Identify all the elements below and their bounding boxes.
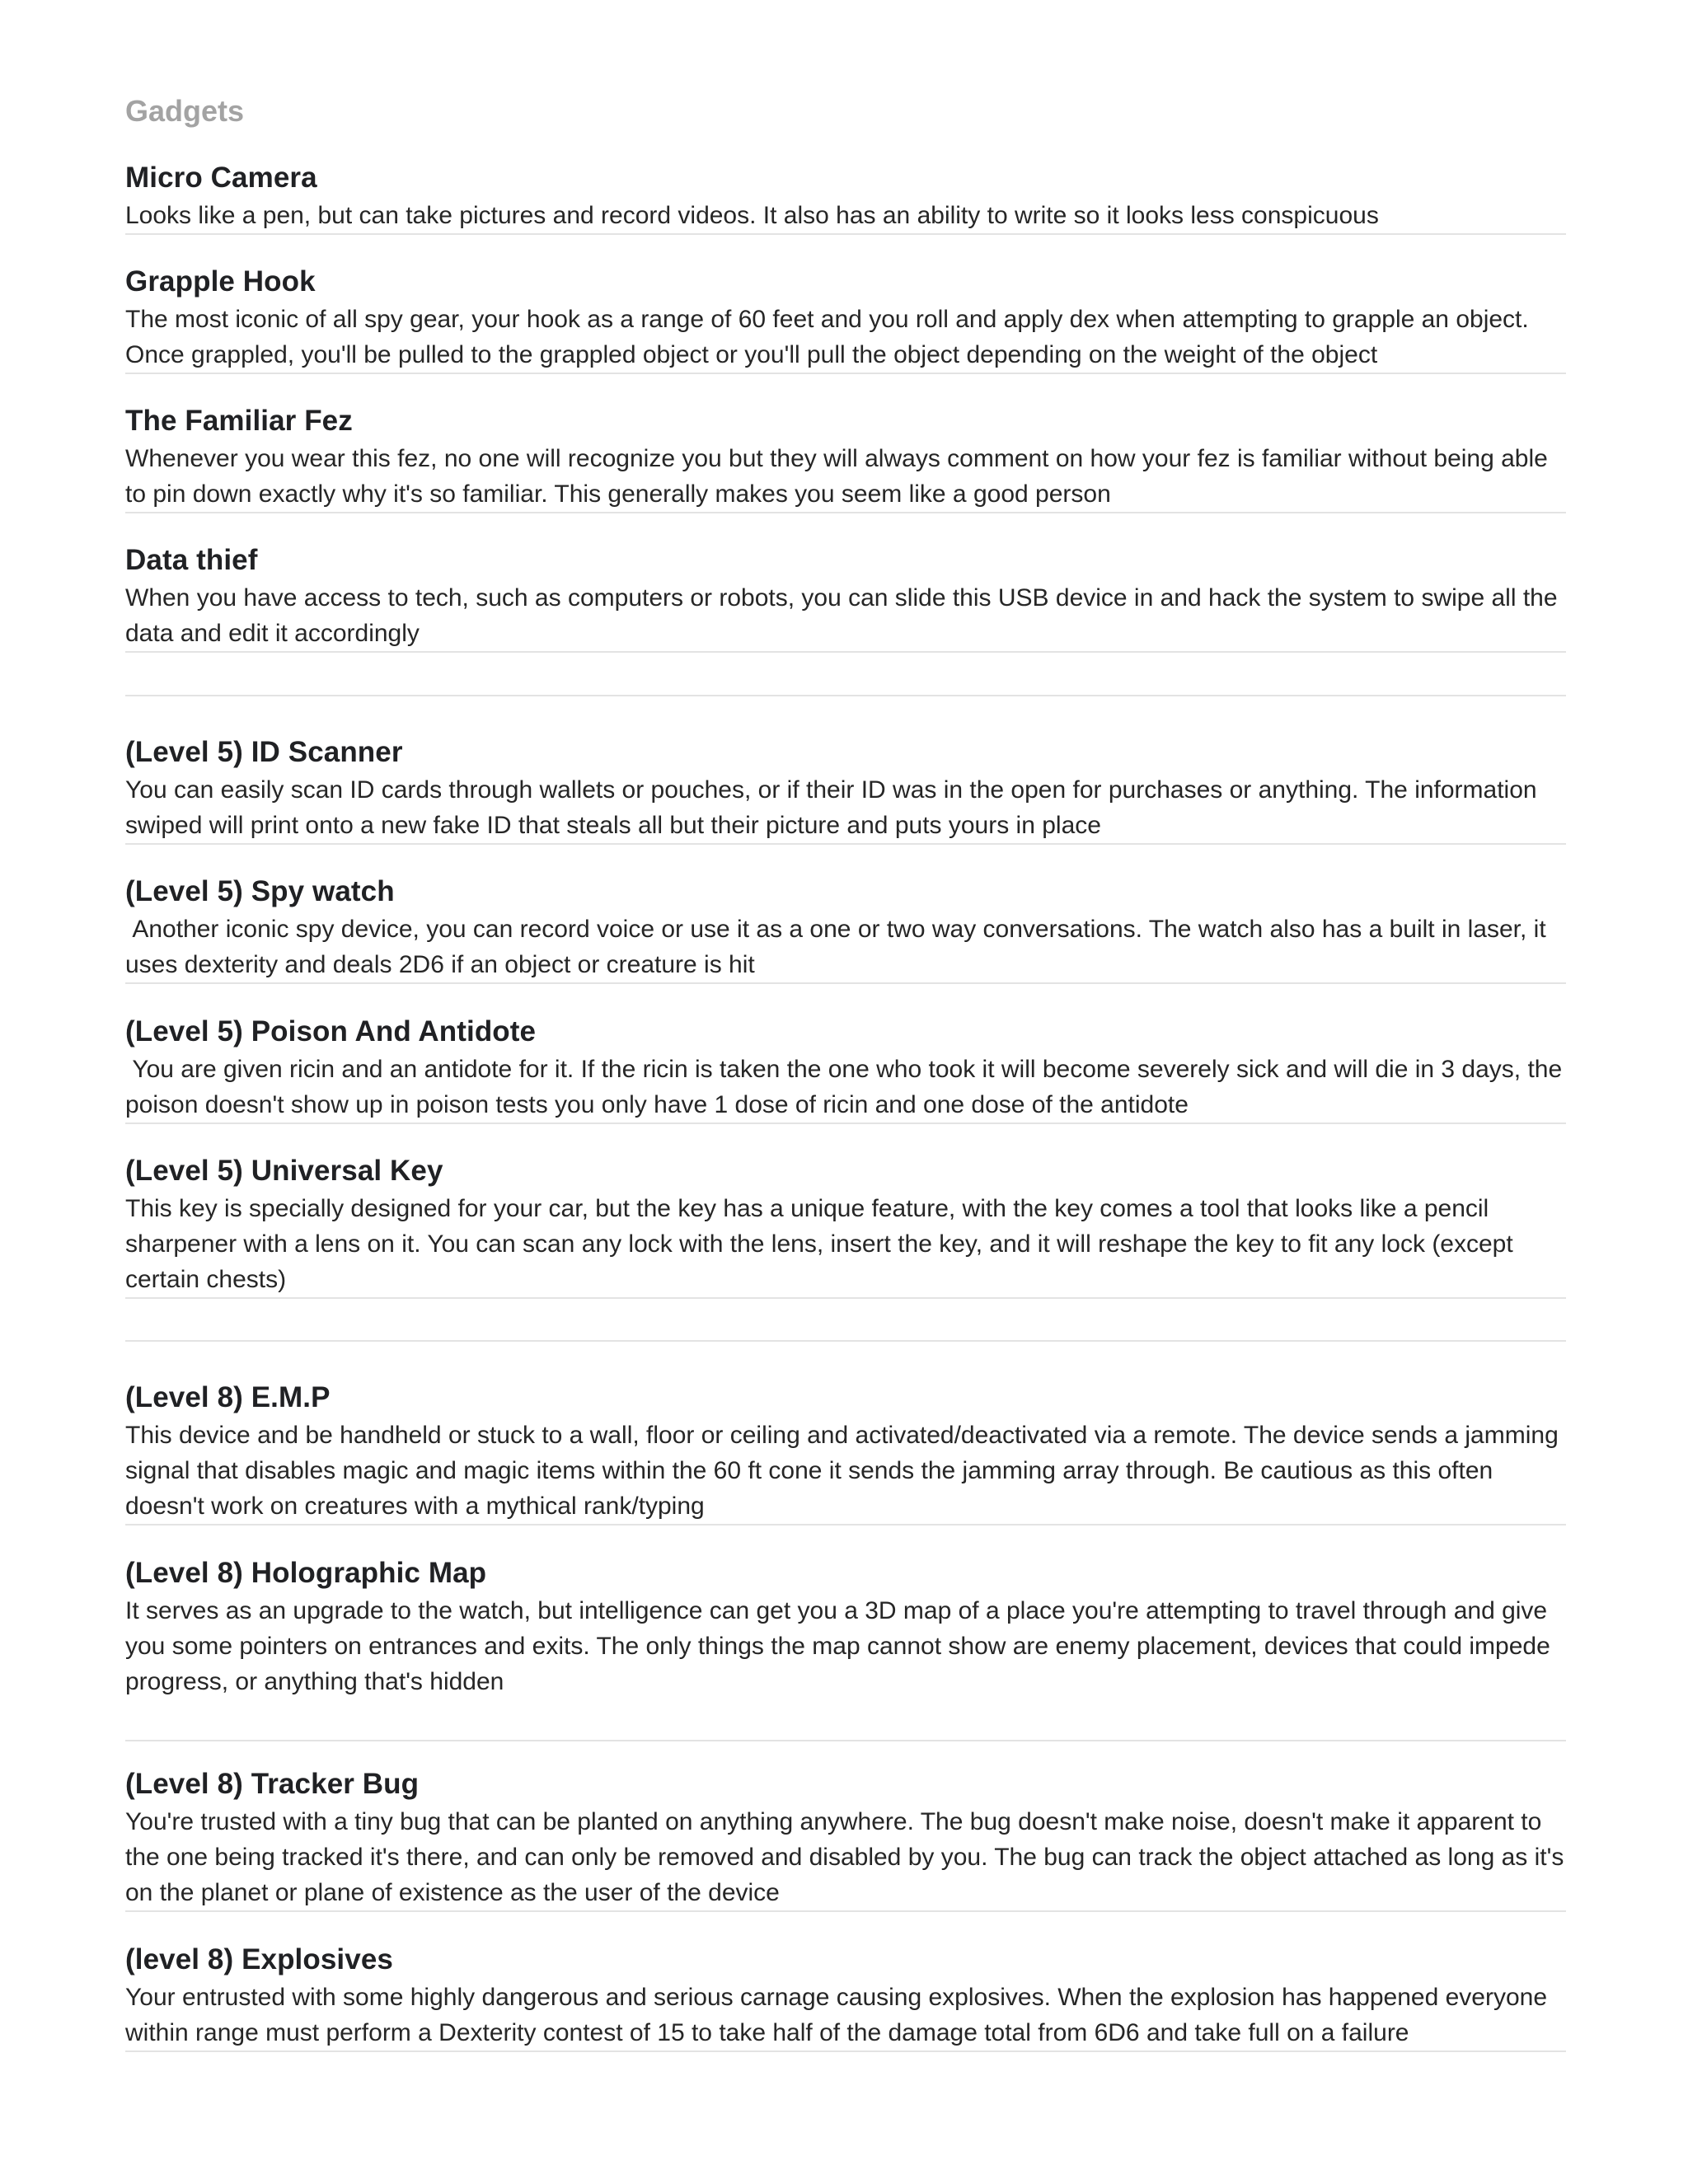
gadget-description: Another iconic spy device, you can record voice or use it as a one or two way conversations. The watch also has a built in laser, it uses dexterity and deals 2D6 if an object or creature is hit <box>125 916 1554 978</box>
gadget-title: (Level 5) ID Scanner <box>125 736 403 768</box>
section-title: Gadgets <box>125 94 245 128</box>
group-divider <box>125 1340 1566 1342</box>
entry-divider <box>125 1740 1566 1741</box>
gadget-description: Whenever you wear this fez, no one will recognize you but they will always comment on how your fez is familiar without being able to pin down exactly why it's so familiar. This generally makes you seem like a good person <box>125 445 1555 508</box>
gadget-description: It serves as an upgrade to the watch, but intelligence can get you a 3D map of a place you're attempting to travel through and give you some pointers on entrances and exits. The only things the map cannot show are enemy placement, devices that could impede progress, or anything that's hidden <box>125 1597 1558 1695</box>
gadget-title: (Level 8) Holographic Map <box>125 1557 487 1589</box>
gadget-entry-emp <box>125 1378 1566 1526</box>
group-divider <box>125 695 1566 696</box>
gadget-entry-poison-antidote <box>125 1012 1569 1124</box>
gadget-title: The Familiar Fez <box>125 405 353 437</box>
gadget-title: (Level 5) Spy watch <box>125 875 395 907</box>
gadget-title: Grapple Hook <box>125 265 316 298</box>
gadget-description: You can easily scan ID cards through wallets or pouches, or if their ID was in the open for purchases or anything. The information swiped will print onto a new fake ID that steals all but their picture and puts yours in place <box>125 776 1544 839</box>
gadget-description: When you have access to tech, such as computers or robots, you can slide this USB device in and hack the system to swipe all the data and edit it accordingly <box>125 584 1564 647</box>
gadget-entry-micro-camera <box>125 158 1566 235</box>
gadget-description: You are given ricin and an antidote for it. If the ricin is taken the one who took it will become severely sick and will die in 3 days, the poison doesn't show up in poison tests you only have 1 dose of ricin and one dose of the antidote <box>125 1056 1569 1118</box>
gadget-entry-explosives <box>125 1940 1566 2052</box>
gadget-description: Your entrusted with some highly dangerous and serious carnage causing explosives. When the explosion has happened everyone within range must perform a Dexterity contest of 15 to take half of the damage total from 6D6 and take full on a failure <box>125 1984 1554 2046</box>
gadget-description: You're trusted with a tiny bug that can be planted on anything anywhere. The bug doesn't make noise, doesn't make it apparent to the one being tracked it's there, and can only be removed and disabled by you. The bug can track the object attached as long as it's on the planet or plane of existence as the user of the device <box>125 1808 1571 1906</box>
gadget-entry-grapple-hook <box>125 262 1566 374</box>
gadget-entry-familiar-fez <box>125 401 1566 513</box>
gadget-description: The most iconic of all spy gear, your hook as a range of 60 feet and you roll and apply dex when attempting to grapple an object. Once grappled, you'll be pulled to the grappled object or you'll pull the object depending on the weight of the object <box>125 306 1536 368</box>
gadget-title: Micro Camera <box>125 162 317 194</box>
gadget-description: This device and be handheld or stuck to a wall, floor or ceiling and activated/deactivated via a remote. The device sends a jamming signal that disables magic and magic items within the 60 ft cone it sends the jamming array through. Be cautious as this often doesn't work on creatures with a mythical rank/typing <box>125 1422 1566 1520</box>
gadget-title: (Level 8) E.M.P <box>125 1381 331 1413</box>
gadget-entry-id-scanner <box>125 733 1566 845</box>
gadget-title: Data thief <box>125 544 258 576</box>
gadget-entry-data-thief <box>125 541 1566 653</box>
gadget-entry-holographic-map <box>125 1554 1566 1699</box>
gadget-title: (Level 8) Tracker Bug <box>125 1768 420 1800</box>
gadget-entry-universal-key <box>125 1151 1566 1299</box>
gadget-description: This key is specially designed for your car, but the key has a unique feature, with the key comes a tool that looks like a pencil sharpener with a lens on it. You can scan any lock with the lens, insert the key, and it will reshape the key to fit any lock (except certain chests) <box>125 1195 1521 1293</box>
gadget-title: (level 8) Explosives <box>125 1943 393 1975</box>
gadget-title: (Level 5) Universal Key <box>125 1155 443 1187</box>
gadget-entry-spy-watch <box>125 872 1566 984</box>
gadget-entry-tracker-bug <box>125 1765 1571 1912</box>
gadget-title: (Level 5) Poison And Antidote <box>125 1015 537 1047</box>
gadget-description: Looks like a pen, but can take pictures and record videos. It also has an ability to write so it looks less conspicuous <box>125 202 1379 229</box>
